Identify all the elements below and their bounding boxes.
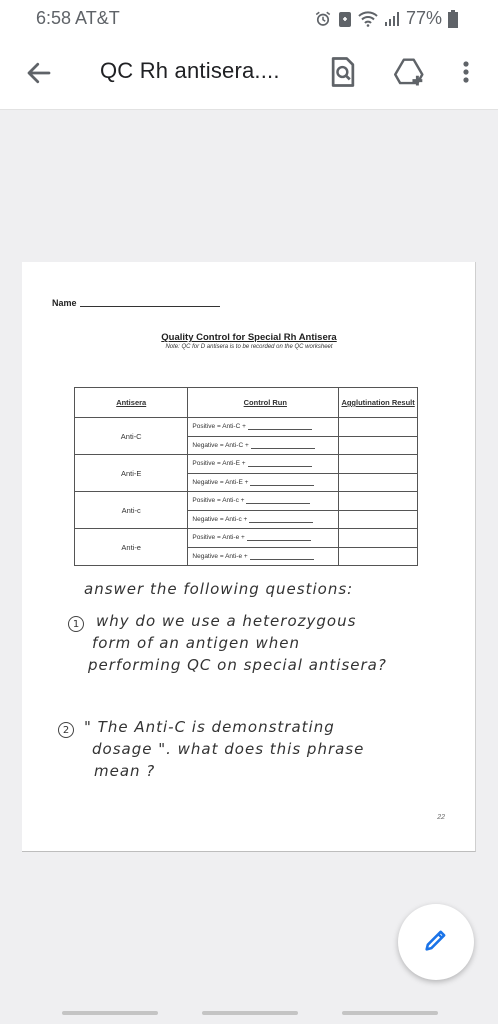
negative-control-cell: Negative = Anti-e + [188,547,339,566]
edit-pencil-icon [422,926,450,959]
result-cell [339,547,418,566]
antisera-cell: Anti-E [75,455,188,492]
nav-home-pill[interactable] [202,1011,298,1015]
question-2-line-2: dosage ". what does this phrase [92,740,365,758]
result-cell [339,473,418,492]
question-1-line-1: why do we use a heterozygous [96,612,357,630]
qc-table [74,387,418,566]
navigation-bar [0,1006,498,1024]
antisera-cell: Anti-e [75,529,188,566]
table-row [75,529,418,548]
back-arrow-icon[interactable] [24,58,54,88]
name-label: Name [52,298,77,308]
question-2-line-3: mean ? [94,762,156,780]
document-title: QC Rh antisera.... [100,58,280,83]
positive-control-cell: Positive = Anti-E + [188,455,339,474]
question-2-number: 2 [58,722,74,738]
app-bar [0,36,498,110]
negative-control-cell: Negative = Anti-E + [188,473,339,492]
table-header-row [75,388,418,418]
positive-control-cell: Positive = Anti-C + [188,418,339,437]
status-icons [314,8,458,29]
table-row [75,418,418,437]
status-time-carrier: 6:58 AT&T [36,8,120,28]
signal-icon [384,11,400,27]
positive-control-cell: Positive = Anti-e + [188,529,339,548]
document-page[interactable] [22,262,476,852]
wifi-icon [358,11,378,27]
nav-recent-pill[interactable] [62,1011,158,1015]
worksheet-note: Note: QC for D antisera is to be recorded on the QC worksheet [165,344,333,350]
question-1-line-2: form of an antigen when [92,634,300,652]
result-cell [339,510,418,529]
name-line [80,306,220,307]
battery-icon [448,10,458,28]
negative-control-cell: Negative = Anti-C + [188,436,339,455]
battery-percent: 77% [405,8,442,28]
nav-back-pill[interactable] [342,1011,438,1015]
data-saver-icon [338,10,352,28]
result-cell [339,492,418,511]
antisera-cell: Anti-c [75,492,188,529]
header-result: Agglutination Result [339,388,418,418]
question-1-line-3: performing QC on special antisera? [88,656,387,674]
table-row [75,455,418,474]
header-control-run: Control Run [188,388,339,418]
status-bar [0,0,498,36]
result-cell [339,418,418,437]
find-in-page-icon[interactable] [328,56,358,88]
result-cell [339,455,418,474]
question-2-line-1: " The Anti-C is demonstrating [84,718,335,736]
more-vert-icon[interactable] [456,56,476,88]
edit-button[interactable] [398,904,474,980]
positive-control-cell: Positive = Anti-c + [188,492,339,511]
result-cell [339,529,418,548]
header-antisera: Antisera [75,388,188,418]
negative-control-cell: Negative = Anti-c + [188,510,339,529]
page-number: 22 [437,814,445,821]
add-to-drive-icon[interactable] [394,56,424,88]
result-cell [339,436,418,455]
antisera-cell: Anti-C [75,418,188,455]
handwritten-heading: answer the following questions: [84,580,354,598]
table-row [75,492,418,511]
alarm-icon [314,10,332,28]
question-1-number: 1 [68,616,84,632]
worksheet-title: Quality Control for Special Rh Antisera [161,332,337,343]
